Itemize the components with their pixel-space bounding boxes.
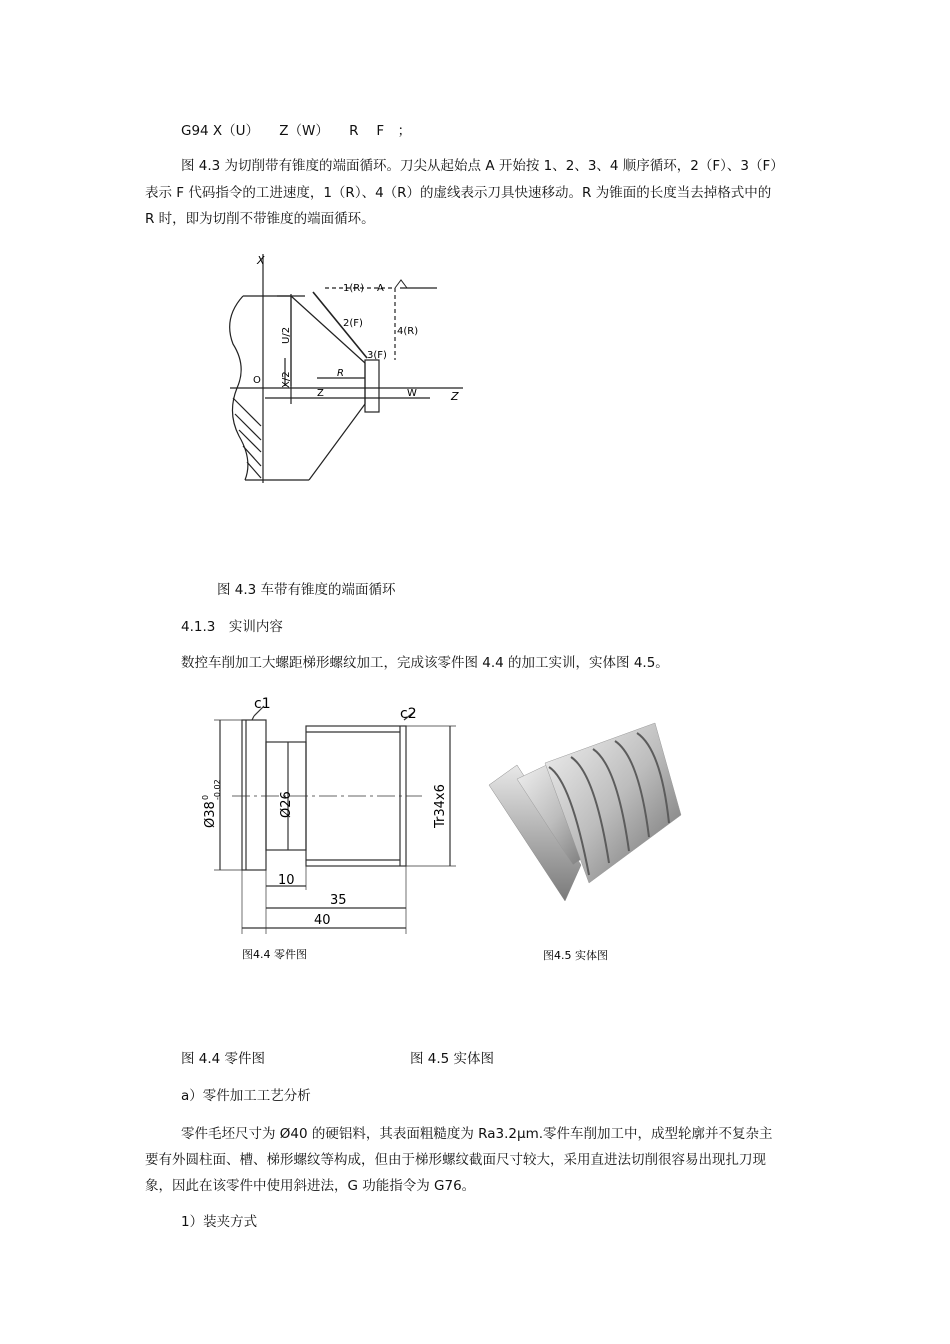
caption-figure-4-4: 图 4.4 零件图 [181,1051,266,1067]
fig43-label-2f: 2(F) [343,318,363,329]
fig44-label-c1: c1 [254,696,271,712]
fig44-label-dia38-sub: -0.02 [213,779,222,800]
fig43-label-x: X [257,254,265,267]
fig43-label-x2: X/2 [281,371,292,388]
fig44-label-35: 35 [330,893,347,908]
caption-figure-4-5: 图 4.5 实体图 [410,1051,495,1067]
fig43-label-3f: 3(F) [367,350,387,361]
fig43-label-o: O [253,375,261,386]
task-sentence: 数控车削加工大螺距梯形螺纹加工，完成该零件图 4.4 的加工实训，实体图 4.5。 [181,655,669,671]
fig43-label-zdim: Z [317,388,324,399]
figure-4-4-part-drawing [192,690,482,970]
analysis-paragraph-line-3: 象，因此在该零件中使用斜进法，G 功能指令为 G76。 [145,1178,476,1194]
fig44-inner-caption: 图4.4 零件图 [242,948,307,961]
fig44-label-dia38: Ø38 [203,801,218,828]
fig43-label-z: Z [451,390,459,403]
fig45-inner-caption: 图4.5 实体图 [543,949,608,962]
figure-4-5-solid-model [485,715,685,970]
fig44-label-dia26: Ø26 [279,791,294,818]
section-heading-4-1-3: 4.1.3 实训内容 [181,619,283,635]
clamp-heading: 1）装夹方式 [181,1214,258,1230]
fig43-label-a: A [377,283,384,294]
analysis-paragraph-line-2: 要有外圆柱面、槽、梯形螺纹等构成，但由于梯形螺纹截面尺寸较大，采用直进法切削很容易出现扎刀现 [145,1152,766,1168]
figure-4-3-drawing [225,248,470,493]
fig44-label-10: 10 [278,873,295,888]
fig44-label-40: 40 [314,913,331,928]
intro-paragraph-line-3: R 时，即为切削不带锥度的端面循环。 [145,211,375,227]
intro-paragraph-line-1: 图 4.3 为切削带有锥度的端面循环。刀尖从起始点 A 开始按 1、2、3、4 顺序循环，2（F）、3（F） [181,158,784,174]
fig43-label-r: R [337,368,344,379]
fig43-label-1r: 1(R) [343,283,365,294]
analysis-paragraph-line-1: 零件毛坯尺寸为 Ø40 的硬铝料，其表面粗糙度为 Ra3.2μm.零件车削加工中，成型轮廓并不复杂主 [181,1126,773,1142]
fig43-label-4r: 4(R) [397,326,419,337]
analysis-heading: a）零件加工工艺分析 [181,1088,311,1104]
fig43-label-w: W [407,388,417,399]
fig44-label-dia38-sup: 0 [201,794,210,800]
fig43-label-u2: U/2 [281,326,292,344]
fig44-label-c2: c2 [400,706,417,722]
g94-format-line: G94 X（U） Z（W） R F ； [181,123,412,139]
fig44-label-tr: Tr34x6 [433,784,448,828]
figure-4-3-caption: 图 4.3 车带有锥度的端面循环 [217,582,396,598]
intro-paragraph-line-2: 表示 F 代码指令的工进速度，1（R）、4（R）的虚线表示刀具快速移动。R 为锥面的长度当去掉格式中的 [145,185,772,201]
